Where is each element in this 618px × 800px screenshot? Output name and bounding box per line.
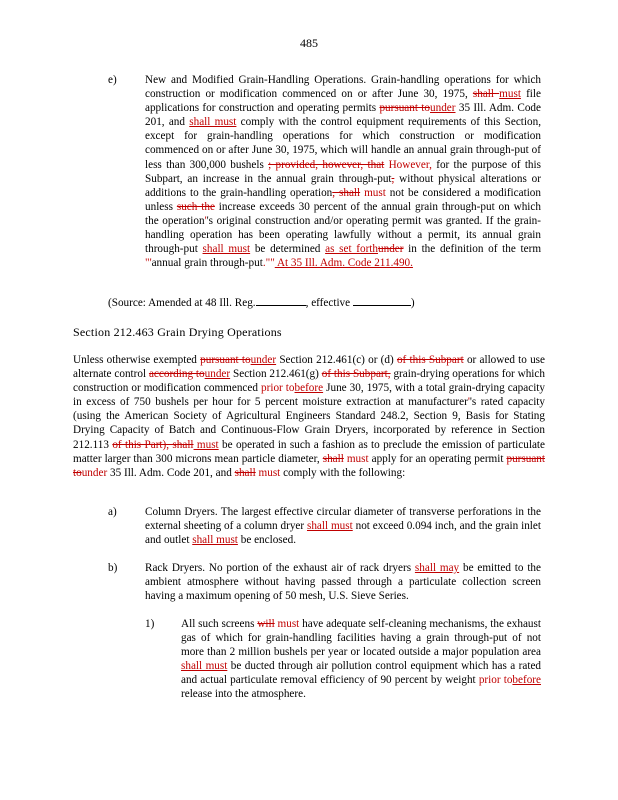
inserted-text: ' [204, 214, 207, 227]
text-run: comply with the following: [280, 466, 406, 479]
source-suffix: ) [410, 297, 415, 309]
text-run: 35 Ill. Adm. Code 201, and [145, 102, 541, 129]
paragraph-b-text [145, 561, 541, 603]
inserted-text: shall must [181, 660, 228, 673]
deleted-text: , shall [332, 186, 361, 199]
paragraph-e-text [145, 73, 541, 270]
text-run: be enclosed. [237, 534, 297, 547]
item-label-a: a) [108, 506, 117, 518]
text-run: be ducted through air pollution control equipment which has a rated and actual particulate removal efficiency of 90 percent by weight [181, 660, 542, 687]
intro-paragraph-text [73, 353, 545, 480]
deleted-text: according to [148, 368, 205, 381]
inserted-text: ."" [262, 257, 275, 270]
deleted-text: under [378, 243, 404, 256]
inserted-text: under [250, 354, 277, 366]
text-run: or allowed to use alternate control [73, 354, 545, 381]
deleted-text: , [391, 172, 395, 185]
text-run: Section 212.461(c) or (d) [276, 354, 397, 366]
inserted-text: shall must [202, 243, 251, 256]
text-run: file applications for construction and operating permits [145, 88, 541, 115]
inserted-text: At 35 Ill. Adm. Code 211.490. [274, 257, 413, 270]
text-run: be operated in such a fashion as to preclude the emission of particulate matter larger than 300 microns mean particle diameter, [73, 438, 545, 465]
inserted-text: shall may [414, 562, 460, 574]
text-run: comply with the control equipment requirements of this Section, except for grain-handling operations for which construction or modification commenced on or after June 30, 1975, which will handle an annual grain through-put of less than 300,000 bushels [145, 116, 541, 171]
inserted-text: before [512, 674, 541, 687]
inserted-text: as set forth [325, 243, 378, 256]
inserted-text: "' [145, 257, 152, 270]
text-run: not exceed 0.094 inch, and the grain inlet and outlet [145, 520, 541, 547]
paragraph-a-text [145, 505, 541, 547]
text-run: Unless otherwise exempted [73, 354, 201, 366]
text-run: grain-drying operations for which construction or modification commenced [73, 368, 545, 395]
text-run: 's rated capacity (using the American Society of Agricultural Engineers Standard 248.2, Section 9, Basis for Stating Drying Capacity of Batch and Continuous-Flow Grain Dryers, incorporated by reference in Section 212.113 [73, 396, 545, 451]
text-run: June 30, 1975, with a total grain-drying capacity in excess of 750 bushels per hour for 5 percent moisture extraction at manufacturer [73, 382, 546, 409]
text-run: without physical alterations or additions to the grain-handling operation [145, 172, 541, 199]
text-run: apply for an operating permit [368, 452, 507, 465]
text-run: Column Dryers. The largest effective circular diameter of transverse perforations in the external sheeting of a column dryer [145, 506, 541, 533]
text-run: New and Modified Grain-Handling Operations. Grain-handling operations for which construction or modification commenced on or after June 30, 1975, [145, 74, 541, 101]
deleted-text: of this Part), shall [112, 438, 194, 451]
item-label-b1: 1) [145, 618, 155, 630]
item-label-b: b) [108, 562, 118, 574]
text-run: be emitted to the ambient atmosphere without having passed through a particulate collection screen having a maximum opening of 50 mesh, U.S. Sieve Series. [145, 562, 541, 603]
text-run: release into the atmosphere. [181, 688, 306, 701]
inserted-text: prior to [478, 674, 513, 687]
deleted-text: shall [234, 466, 256, 479]
inserted-text: must [255, 466, 281, 479]
paragraph-b1-text [181, 617, 541, 702]
effective-date-blank [353, 295, 411, 306]
inserted-text: However, [384, 158, 432, 171]
text-run: 35 Ill. Adm. Code 201, and [107, 466, 235, 479]
deleted-text: pursuant to [73, 452, 545, 479]
deleted-text: pursuant to [379, 102, 431, 115]
page-number: 485 [300, 36, 318, 50]
deleted-text: shall [322, 452, 344, 465]
text-run: increase exceeds 30 percent of the annual grain through-put on which the operation [145, 200, 541, 227]
inserted-text: must [360, 186, 386, 199]
deleted-text: ; provided, however, that [268, 158, 385, 171]
inserted-text: before [294, 382, 324, 395]
section-heading: Section 212.463 Grain Drying Operations [73, 325, 282, 339]
inserted-text: shall must [189, 116, 237, 129]
inserted-text: shall must [192, 534, 238, 547]
text-run: have adequate self-cleaning mechanisms, the exhaust gas of which for grain-handling facilities having a grain through-put of not more than 2 million bushels per year or located outside a major population area [181, 618, 541, 659]
text-run: annual grain through-put [151, 257, 263, 270]
deleted-text: pursuant to [200, 354, 251, 366]
text-run: 's original construction and/or operating permit was granted. If the grain-handling operation has been operating lawfully without a permit, its annual grain through-put [145, 214, 542, 256]
item-label-e: e) [108, 74, 117, 86]
deleted-text: such the [176, 200, 215, 213]
paragraph-b1 [181, 617, 541, 702]
inserted-text: under [204, 368, 231, 381]
text-run: in the definition of the term [403, 243, 542, 256]
inserted-text: under [430, 102, 456, 115]
inserted-text: prior to [261, 382, 295, 395]
inserted-text: under [81, 466, 108, 479]
inserted-text: ' [467, 396, 470, 409]
text-run: not be considered a modification unless [145, 186, 541, 213]
inserted-text: shall must [306, 520, 353, 533]
register-blank [256, 295, 306, 306]
text-run: All such screens [181, 618, 258, 630]
inserted-text: must [274, 618, 300, 630]
deleted-text: of this Subpart, [321, 368, 391, 381]
text-run: Rack Dryers. No portion of the exhaust air of rack dryers [145, 562, 415, 574]
paragraph-b [145, 561, 541, 603]
source-middle: , effective [305, 297, 353, 309]
inserted-text: must [499, 88, 521, 101]
paragraph-e [145, 73, 541, 270]
intro-paragraph [73, 353, 545, 480]
source-note [108, 295, 528, 310]
paragraph-a [145, 505, 541, 547]
deleted-text: of this Subpart [396, 354, 464, 366]
text-run: Section 212.461(g) [230, 368, 322, 381]
inserted-text: must [343, 452, 369, 465]
text-run: be determined [250, 243, 326, 256]
text-run: for the purpose of this Subpart, an increase in the annual grain through-put [145, 158, 541, 185]
inserted-text: must [193, 438, 219, 451]
deleted-text: shall [472, 88, 500, 101]
deleted-text: will [257, 618, 275, 630]
source-prefix: (Source: Amended at 48 Ill. Reg. [108, 297, 256, 309]
